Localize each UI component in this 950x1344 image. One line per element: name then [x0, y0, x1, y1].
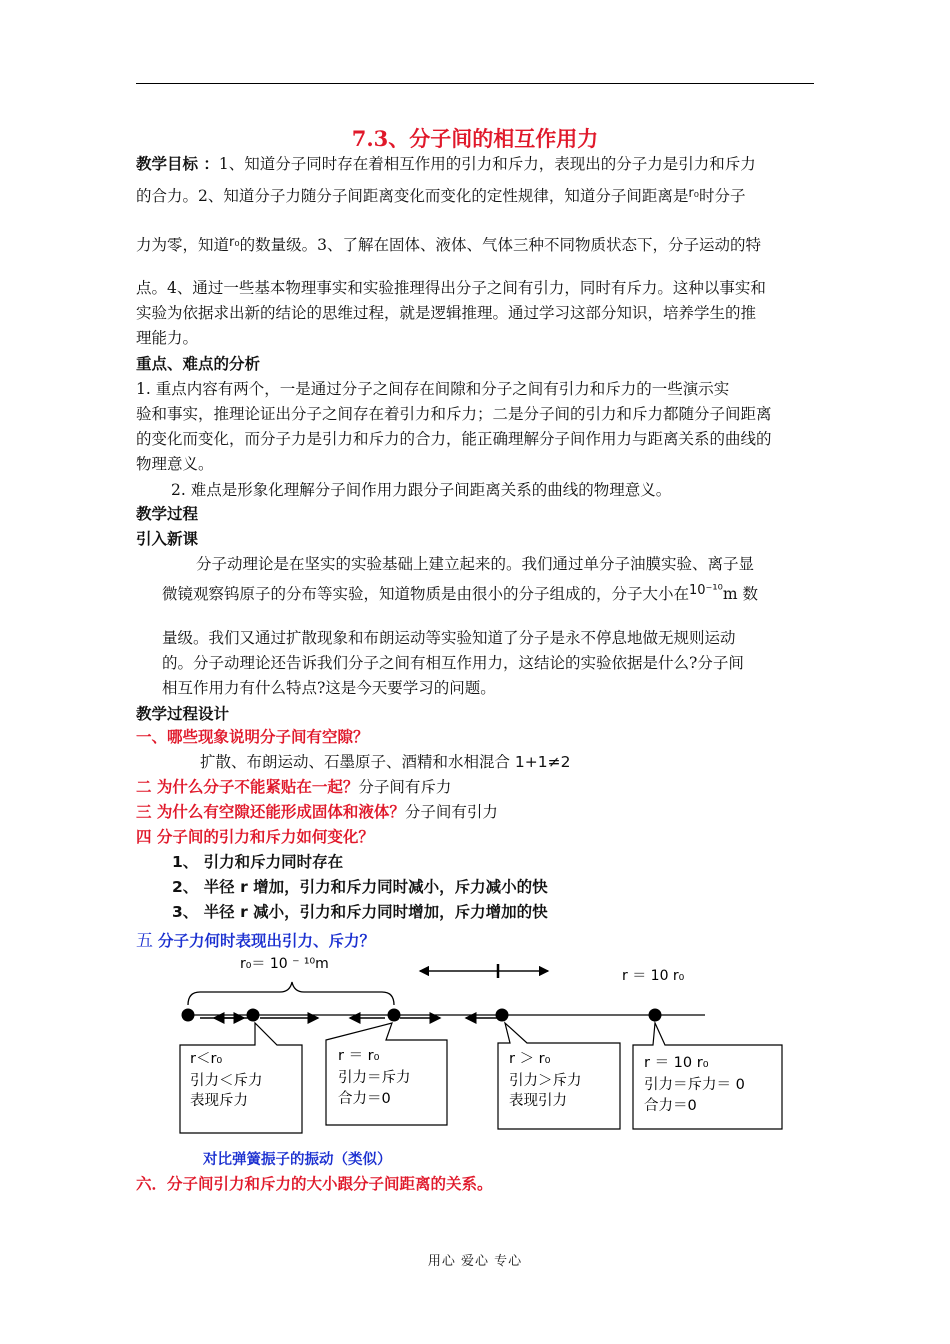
- question-3: 三 为什么有空隙还能形成固体和液体？: [136, 803, 405, 821]
- molecule-dot: [649, 1009, 662, 1022]
- box-3-line-2: 引力＞斥力: [509, 1073, 582, 1089]
- box-3-line-1: r ＞ r₀: [509, 1051, 551, 1067]
- intro-line-4: 的。分子动理论还告诉我们分子之间有相互作用力，这结论的实验依据是什么?分子间: [162, 654, 744, 672]
- box-1-line-2: 引力＜斥力: [190, 1073, 263, 1089]
- goals-line-6: 理能力。: [136, 329, 199, 347]
- question-4: 四 分子间的引力和斥力如何变化？: [136, 828, 374, 846]
- key-points-p1-l2: 验和事实，推理论证出分子之间存在着引力和斥力；二是分子间的引力和斥力都随分子间距离: [136, 405, 772, 423]
- question-5-number: 五: [136, 931, 153, 951]
- box-4-line-2: 引力＝斥力＝ 0: [644, 1077, 745, 1093]
- box-3-line-3: 表现引力: [509, 1093, 567, 1109]
- intro-line-5: 相互作用力有什么特点?这是今天要学习的问题。: [162, 679, 496, 697]
- q4-item: 2、 半径 r 增加，引力和斥力同时减小，斥力减小的快: [172, 878, 548, 896]
- key-points-p1-l3: 的变化而变化，而分子力是引力和斥力的合力，能正确理解分子间作用力与距离关系的曲线的: [136, 430, 772, 448]
- goals-line-1: 教学目标 ：1、知道分子同时存在着相互作用的引力和斥力，表现出的分子力是引力和斥力: [136, 155, 756, 173]
- goals-line-5: 实验为依据求出新的结论的思维过程，就是逻辑推理。通过学习这部分知识，培养学生的推: [136, 304, 757, 322]
- question-1: 一、哪些现象说明分子间有空隙？: [136, 728, 369, 746]
- goals-line-3: 力为零，知道$^{r_0}$的数量级。3、了解在固体、液体、气体三种不同物质状态下，分子运动的特: [136, 235, 761, 254]
- box-2-line-2: 引力＝斥力: [338, 1070, 411, 1086]
- q4-item: 3、 半径 r 减小，引力和斥力同时增加，斥力增加的快: [172, 903, 548, 921]
- diagram-caption: 对比弹簧振子的振动（类似）: [203, 1152, 392, 1168]
- page-footer: 用心 爱心 专心: [427, 1254, 523, 1269]
- page-title: 7.3、分子间的相互作用力: [351, 126, 599, 151]
- intro-line-3: 量级。我们又通过扩散现象和布朗运动等实验知道了分子是永不停息地做无规则运动: [162, 629, 736, 647]
- intro-line-2: 微镜观察钨原子的分布等实验，知道物质是由很小的分子组成的，分子大小在$^{10^{-10}}$m 数: [162, 583, 758, 603]
- box-1-line-1: r＜r₀: [190, 1051, 223, 1067]
- question-2: 二 为什么分子不能紧贴在一起？: [136, 778, 359, 796]
- magnitude: 10⁻¹⁰: [689, 583, 723, 598]
- intro-line-1: 分子动理论是在坚实的实验基础上建立起来的。我们通过单分子油膜实验、离子显: [196, 555, 755, 573]
- molecule-dot: [182, 1009, 195, 1022]
- design-heading: 教学过程设计: [136, 705, 230, 723]
- box-2-line-1: r ＝ r₀: [338, 1048, 380, 1064]
- key-points-p1-l4: 物理意义。: [136, 455, 214, 473]
- process-heading: 教学过程: [136, 505, 199, 523]
- r0-symbol: r₀: [688, 186, 699, 201]
- r10-label: r ＝ 10 r₀: [622, 968, 685, 984]
- key-points-heading: 重点、难点的分析: [136, 355, 261, 373]
- q4-item: 1、 引力和斥力同时存在: [172, 853, 344, 871]
- r0-symbol: r₀: [229, 235, 240, 250]
- question-6: 六．分子间引力和斥力的大小跟分子间距离的关系。: [136, 1175, 493, 1193]
- molecule-dot: [496, 1009, 509, 1022]
- brace: [188, 982, 394, 1005]
- goals-label: 教学目标 ：: [136, 155, 219, 173]
- box-4-line-3: 合力＝0: [644, 1098, 697, 1114]
- key-points-p2: 2. 难点是形象化理解分子间作用力跟分子间距离关系的曲线的物理意义。: [171, 481, 672, 499]
- key-points-p1-l1: 1. 重点内容有两个，一是通过分子之间存在间隙和分子之间有引力和斥力的一些演示实: [136, 380, 730, 398]
- intro-heading: 引入新课: [136, 530, 199, 548]
- goals-line-4: 点。4、通过一些基本物理事实和实验推理得出分子之间有引力，同时有斥力。这种以事实和: [136, 279, 766, 297]
- r0-value-label: r₀＝ 10 ⁻ ¹⁰m: [240, 956, 329, 972]
- question-5: 分子力何时表现出引力、斥力？: [157, 932, 375, 950]
- box-1-line-3: 表现斥力: [190, 1093, 248, 1109]
- molecule-dot: [247, 1009, 260, 1022]
- question-3-answer: 分子间有引力: [404, 803, 498, 821]
- question-2-answer: 分子间有斥力: [358, 778, 452, 796]
- goals-line-2: 的合力。2、知道分子力随分子间距离变化而变化的定性规律，知道分子间距离是$^{r_0}$时分子: [136, 186, 746, 205]
- molecule-dot: [388, 1009, 401, 1022]
- box-2-line-3: 合力＝0: [338, 1091, 391, 1107]
- question-1-answer: 扩散、布朗运动、石墨原子、酒精和水相混合 1+1≠2: [200, 753, 571, 771]
- box-4-line-1: r ＝ 10 r₀: [644, 1055, 709, 1071]
